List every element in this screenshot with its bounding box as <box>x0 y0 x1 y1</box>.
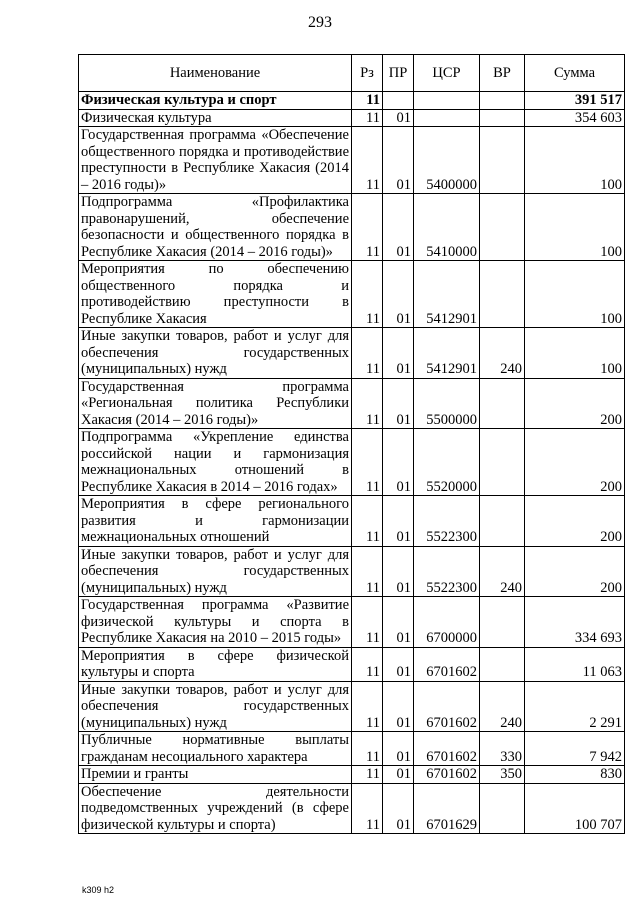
cell-rz: 11 <box>352 681 383 732</box>
cell-name: Государственная программа «Обеспечение общественного порядка и противодействие преступности в Республике Хакасия (2014 – 2016 годы)» <box>79 127 352 194</box>
cell-rz: 11 <box>352 496 383 547</box>
cell-vr: 350 <box>480 766 525 784</box>
cell-rz: 11 <box>352 328 383 379</box>
cell-csr: 5500000 <box>414 378 480 429</box>
cell-pr: 01 <box>383 647 414 681</box>
cell-csr: 5410000 <box>414 194 480 261</box>
cell-csr: 5412901 <box>414 261 480 328</box>
cell-csr: 6701602 <box>414 732 480 766</box>
cell-name: Подпрограмма «Профилактика правонарушений, обеспечение безопасности и общественного порядка в Республике Хакасия (2014 – 2016 годы)» <box>79 194 352 261</box>
header-sum: Сумма <box>525 55 625 92</box>
cell-sum: 100 <box>525 194 625 261</box>
cell-vr: 240 <box>480 681 525 732</box>
header-rz: Рз <box>352 55 383 92</box>
table-row <box>79 429 625 496</box>
cell-sum: 200 <box>525 496 625 547</box>
cell-name: Государственная программа «Развитие физической культуры и спорта в Республике Хакасия на 2010 – 2015 годы» <box>79 597 352 648</box>
cell-pr: 01 <box>383 546 414 597</box>
cell-pr: 01 <box>383 732 414 766</box>
cell-vr <box>480 194 525 261</box>
cell-csr <box>414 109 480 127</box>
cell-csr <box>414 92 480 110</box>
cell-csr: 5522300 <box>414 546 480 597</box>
cell-name: Физическая культура и спорт <box>79 92 352 110</box>
cell-csr: 6701602 <box>414 766 480 784</box>
cell-name: Иные закупки товаров, работ и услуг для обеспечения государственных (муниципальных) нужд <box>79 328 352 379</box>
table-body <box>79 92 625 834</box>
cell-vr <box>480 92 525 110</box>
cell-name: Публичные нормативные выплаты гражданам несоциального характера <box>79 732 352 766</box>
cell-rz: 11 <box>352 92 383 110</box>
cell-csr: 5522300 <box>414 496 480 547</box>
cell-vr <box>480 783 525 834</box>
page-number: 293 <box>308 14 332 31</box>
cell-name: Премии и гранты <box>79 766 352 784</box>
cell-name: Иные закупки товаров, работ и услуг для обеспечения государственных (муниципальных) нужд <box>79 681 352 732</box>
table-row <box>79 328 625 379</box>
cell-sum: 7 942 <box>525 732 625 766</box>
cell-pr: 01 <box>383 378 414 429</box>
cell-rz: 11 <box>352 127 383 194</box>
cell-pr: 01 <box>383 783 414 834</box>
cell-vr <box>480 496 525 547</box>
cell-pr: 01 <box>383 109 414 127</box>
cell-csr: 5412901 <box>414 328 480 379</box>
cell-name: Иные закупки товаров, работ и услуг для обеспечения государственных (муниципальных) нужд <box>79 546 352 597</box>
cell-name: Обеспечение деятельности подведомственных учреждений (в сфере физической культуры и спорта) <box>79 783 352 834</box>
cell-pr: 01 <box>383 766 414 784</box>
cell-rz: 11 <box>352 109 383 127</box>
cell-sum: 200 <box>525 378 625 429</box>
cell-rz: 11 <box>352 546 383 597</box>
cell-sum: 100 <box>525 328 625 379</box>
table-row <box>79 681 625 732</box>
cell-name: Физическая культура <box>79 109 352 127</box>
cell-vr: 240 <box>480 328 525 379</box>
table-row <box>79 597 625 648</box>
header-csr: ЦСР <box>414 55 480 92</box>
table-row <box>79 92 625 110</box>
cell-rz: 11 <box>352 378 383 429</box>
cell-sum: 200 <box>525 429 625 496</box>
cell-sum: 100 <box>525 127 625 194</box>
table-row <box>79 261 625 328</box>
cell-rz: 11 <box>352 597 383 648</box>
cell-vr <box>480 378 525 429</box>
cell-pr: 01 <box>383 429 414 496</box>
cell-name: Государственная программа «Региональная политика Республики Хакасия (2014 – 2016 годы)» <box>79 378 352 429</box>
footer-code: k309 h2 <box>82 885 115 895</box>
cell-csr: 6701629 <box>414 783 480 834</box>
cell-vr <box>480 647 525 681</box>
cell-sum: 200 <box>525 546 625 597</box>
cell-vr <box>480 109 525 127</box>
cell-vr: 330 <box>480 732 525 766</box>
cell-csr: 5520000 <box>414 429 480 496</box>
table-row <box>79 783 625 834</box>
cell-rz: 11 <box>352 261 383 328</box>
header-pr: ПР <box>383 55 414 92</box>
cell-sum: 354 603 <box>525 109 625 127</box>
cell-pr: 01 <box>383 261 414 328</box>
cell-rz: 11 <box>352 766 383 784</box>
table-header-row <box>79 55 625 92</box>
cell-csr: 6701602 <box>414 681 480 732</box>
cell-name: Мероприятия в сфере регионального развития и гармонизации межнациональных отношений <box>79 496 352 547</box>
cell-pr: 01 <box>383 496 414 547</box>
cell-vr <box>480 429 525 496</box>
table-row <box>79 647 625 681</box>
cell-rz: 11 <box>352 194 383 261</box>
cell-sum: 100 707 <box>525 783 625 834</box>
cell-rz: 11 <box>352 732 383 766</box>
cell-sum: 830 <box>525 766 625 784</box>
header-vr: ВР <box>480 55 525 92</box>
cell-rz: 11 <box>352 429 383 496</box>
table-row <box>79 127 625 194</box>
table-row <box>79 766 625 784</box>
cell-pr: 01 <box>383 681 414 732</box>
cell-sum: 334 693 <box>525 597 625 648</box>
cell-vr <box>480 597 525 648</box>
header-name: Наименование <box>79 55 352 92</box>
table-row <box>79 732 625 766</box>
cell-csr: 5400000 <box>414 127 480 194</box>
cell-vr <box>480 261 525 328</box>
cell-csr: 6700000 <box>414 597 480 648</box>
cell-pr <box>383 92 414 110</box>
table-row <box>79 496 625 547</box>
cell-csr: 6701602 <box>414 647 480 681</box>
cell-name: Подпрограмма «Укрепление единства российской нации и гармонизация межнациональных отношений в Республике Хакасия в 2014 – 2016 годах» <box>79 429 352 496</box>
cell-rz: 11 <box>352 647 383 681</box>
table-row <box>79 546 625 597</box>
cell-name: Мероприятия по обеспечению общественного порядка и противодействию преступности в Республике Хакасия <box>79 261 352 328</box>
cell-sum: 2 291 <box>525 681 625 732</box>
cell-sum: 11 063 <box>525 647 625 681</box>
cell-sum: 100 <box>525 261 625 328</box>
cell-pr: 01 <box>383 127 414 194</box>
table-row <box>79 109 625 127</box>
budget-table <box>78 54 625 834</box>
cell-sum: 391 517 <box>525 92 625 110</box>
cell-rz: 11 <box>352 783 383 834</box>
cell-vr <box>480 127 525 194</box>
cell-vr: 240 <box>480 546 525 597</box>
cell-pr: 01 <box>383 328 414 379</box>
cell-pr: 01 <box>383 597 414 648</box>
table-row <box>79 378 625 429</box>
cell-name: Мероприятия в сфере физической культуры и спорта <box>79 647 352 681</box>
cell-pr: 01 <box>383 194 414 261</box>
table-row <box>79 194 625 261</box>
